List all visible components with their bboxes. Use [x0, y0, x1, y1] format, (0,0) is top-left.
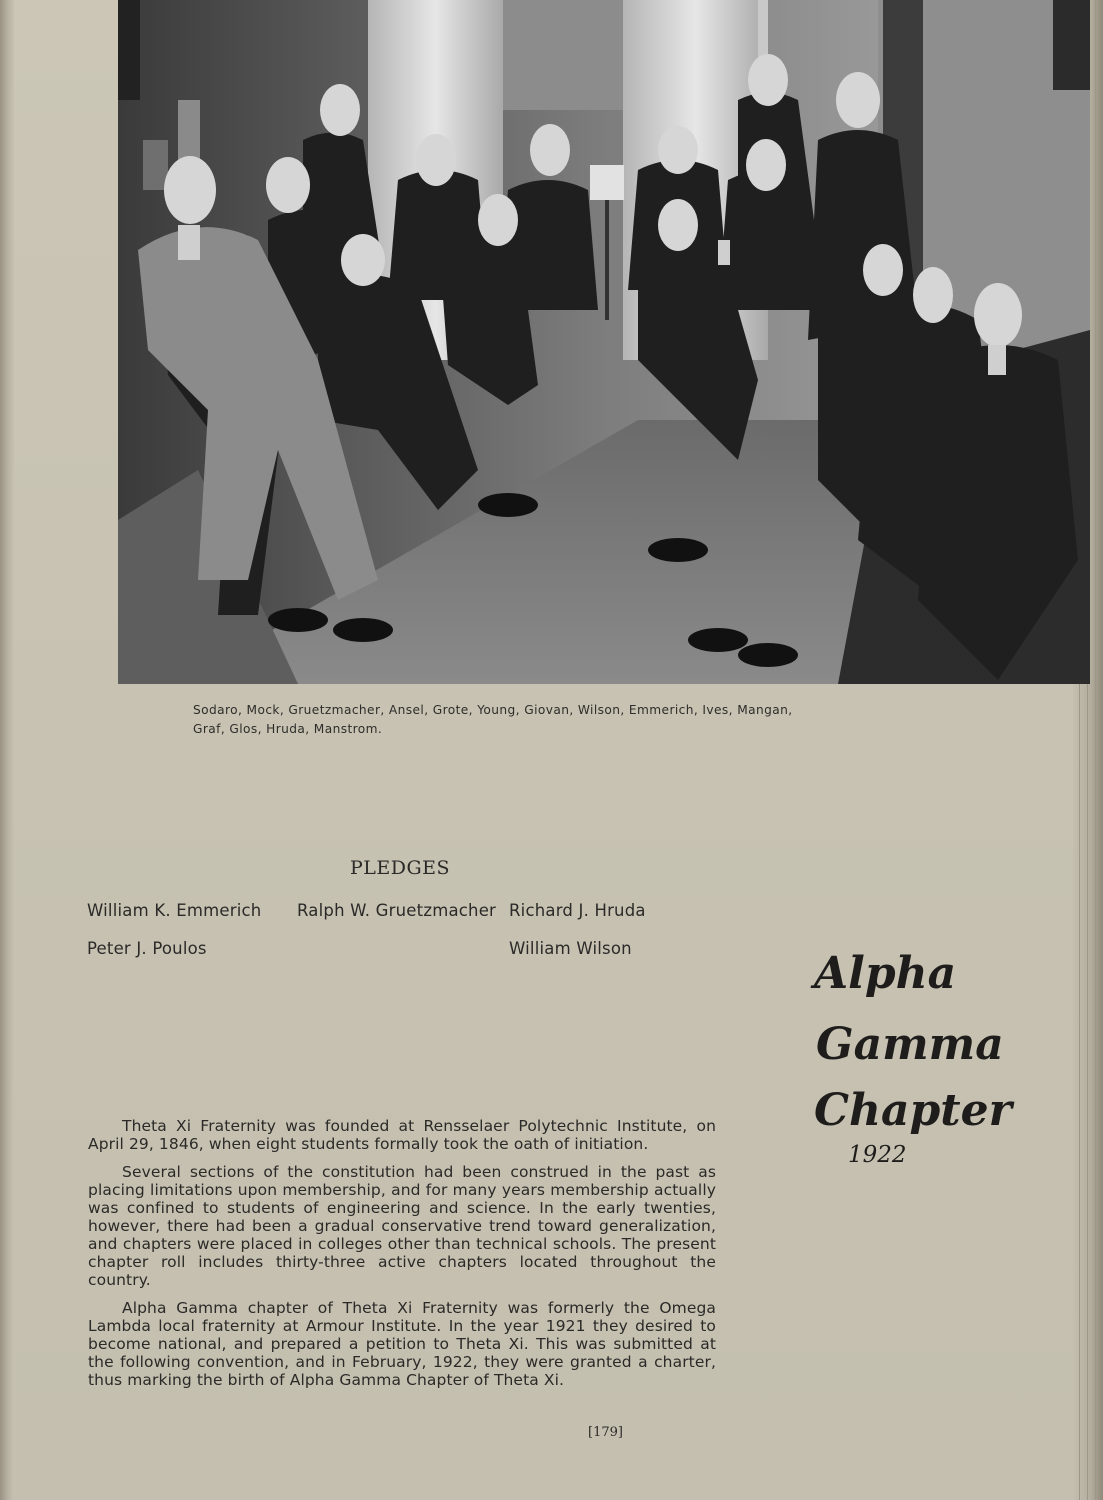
group-photograph	[118, 0, 1090, 684]
history-text	[88, 1117, 716, 1399]
caption-line-1: Sodaro, Mock, Gruetzmacher, Ansel, Grote, Young, Giovan, Wilson, Emmerich, Ives, Mangan,	[193, 703, 793, 717]
chapter-title-line-1: Alpha	[814, 948, 957, 999]
page-number: [179]	[588, 1425, 623, 1440]
chapter-title-line-3: Chapter	[814, 1085, 1012, 1136]
paragraph: Theta Xi Fraternity was founded at Rensselaer Polytechnic Institute, on April 29, 1846, when eight students formally took the oath of initiation.	[88, 1117, 716, 1153]
chapter-year: 1922	[848, 1142, 907, 1168]
binding-shadow	[0, 0, 14, 1500]
pledge-name: Peter J. Poulos	[87, 939, 207, 958]
pledge-name: William Wilson	[509, 939, 632, 958]
pledge-name: William K. Emmerich	[87, 901, 262, 920]
photo-caption	[193, 701, 843, 739]
paragraph: Several sections of the constitution had been construed in the past as placing limitations upon membership, and for many years membership actually was confined to students of engineering and science. In the early twenties, however, there had been a gradual conservative trend toward generalization, and chapters were placed in colleges other than technical schools. The present chapter roll includes thirty-three active chapters located throughout the country.	[88, 1163, 716, 1289]
pledge-name: Ralph W. Gruetzmacher	[297, 901, 497, 920]
pledge-name: Richard J. Hruda	[509, 901, 646, 920]
pledges-heading: PLEDGES	[350, 857, 451, 879]
paragraph: Alpha Gamma chapter of Theta Xi Fraternity was formerly the Omega Lambda local fraternity at Armour Institute. In the year 1921 they desired to become national, and prepared a petition to Theta Xi. This was submitted at the following convention, and in February, 1922, they were granted a charter, thus marking the birth of Alpha Gamma Chapter of Theta Xi.	[88, 1299, 716, 1389]
caption-line-2: Graf, Glos, Hruda, Manstrom.	[193, 722, 383, 736]
chapter-title-line-2: Gamma	[816, 1019, 1004, 1070]
